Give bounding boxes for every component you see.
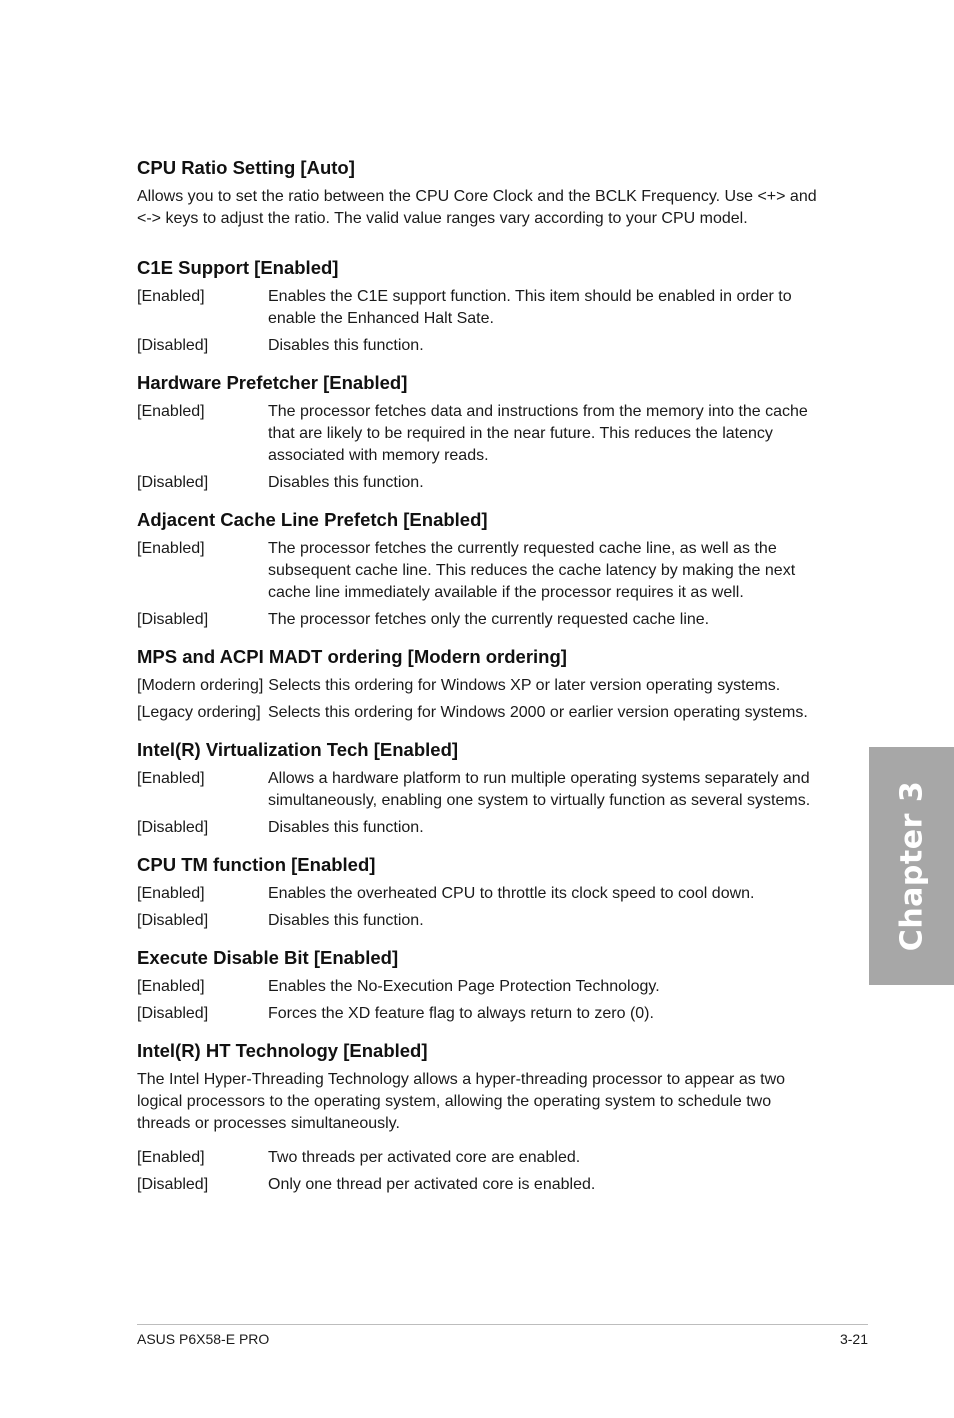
option-desc: Enables the C1E support function. This item should be enabled in order to enable the Enhanced Halt Sate. bbox=[268, 288, 792, 327]
option-desc: Disables this function. bbox=[268, 337, 424, 354]
option-row bbox=[137, 1147, 827, 1169]
option-row bbox=[137, 335, 827, 357]
footer-product-name: ASUS P6X58-E PRO bbox=[137, 1331, 270, 1347]
option-row bbox=[137, 675, 827, 697]
option-list bbox=[137, 538, 827, 631]
option-row bbox=[137, 883, 827, 905]
section-c1e-support bbox=[137, 256, 827, 357]
option-row bbox=[137, 910, 827, 932]
footer-divider bbox=[137, 1324, 868, 1325]
option-key: [Enabled] bbox=[137, 540, 205, 557]
option-list bbox=[137, 286, 827, 357]
option-key: [Disabled] bbox=[137, 1005, 209, 1022]
section-description: Allows you to set the ratio between the CPU Core Clock and the BCLK Frequency. Use <+> and <-> keys to adjust the ratio. The valid value ranges vary according to your CPU model. bbox=[137, 188, 817, 227]
section-title: Execute Disable Bit [Enabled] bbox=[137, 947, 399, 968]
option-key: [Disabled] bbox=[137, 1176, 209, 1193]
option-key: [Disabled] bbox=[137, 819, 209, 836]
option-desc: Enables the No-Execution Page Protection Technology. bbox=[268, 978, 660, 995]
option-row bbox=[137, 286, 827, 330]
option-desc: The processor fetches data and instructions from the memory into the cache that are likely to be required in the near future. This reduces the latency associated with memory reads. bbox=[268, 403, 808, 464]
option-list bbox=[137, 883, 827, 932]
section-title: Intel(R) Virtualization Tech [Enabled] bbox=[137, 739, 459, 760]
option-desc: Selects this ordering for Windows XP or later version operating systems. bbox=[268, 677, 781, 694]
option-desc: Enables the overheated CPU to throttle its clock speed to cool down. bbox=[268, 885, 755, 902]
option-key: [Enabled] bbox=[137, 770, 205, 787]
chapter-label: Chapter 3 bbox=[894, 780, 929, 952]
chapter-tab bbox=[869, 747, 954, 985]
section-description: The Intel Hyper-Threading Technology allows a hyper-threading processor to appear as two logical processors to the operating system, allowing the operating system to schedule two threads or processes simultaneously. bbox=[137, 1071, 786, 1132]
section-mps-acpi-ordering bbox=[137, 645, 827, 724]
section-title: MPS and ACPI MADT ordering [Modern ordering] bbox=[137, 646, 567, 667]
option-row bbox=[137, 472, 827, 494]
option-key: [Disabled] bbox=[137, 474, 209, 491]
option-desc: Disables this function. bbox=[268, 819, 424, 836]
option-list bbox=[137, 768, 827, 839]
section-title: C1E Support [Enabled] bbox=[137, 257, 339, 278]
option-list bbox=[137, 675, 827, 724]
option-key: [Enabled] bbox=[137, 885, 205, 902]
option-desc: Forces the XD feature flag to always return to zero (0). bbox=[268, 1005, 654, 1022]
option-desc: Disables this function. bbox=[268, 474, 424, 491]
option-row bbox=[137, 702, 827, 724]
option-desc: Disables this function. bbox=[268, 912, 424, 929]
section-title: CPU Ratio Setting [Auto] bbox=[137, 157, 355, 178]
section-adjacent-cache-line bbox=[137, 508, 827, 631]
option-desc: Allows a hardware platform to run multiple operating systems separately and simultaneously, enabling one system to virtually function as several systems. bbox=[268, 770, 811, 809]
section-hardware-prefetcher bbox=[137, 371, 827, 494]
option-key: [Enabled] bbox=[137, 1149, 205, 1166]
option-desc: Selects this ordering for Windows 2000 or earlier version operating systems. bbox=[268, 704, 808, 721]
option-key: [Enabled] bbox=[137, 288, 205, 305]
option-key: [Disabled] bbox=[137, 912, 209, 929]
option-row bbox=[137, 609, 827, 631]
option-desc: Two threads per activated core are enabled. bbox=[268, 1149, 581, 1166]
option-key: [Disabled] bbox=[137, 337, 209, 354]
option-key: [Modern ordering] bbox=[137, 677, 264, 694]
option-row bbox=[137, 817, 827, 839]
option-row bbox=[137, 1003, 827, 1025]
section-title: Adjacent Cache Line Prefetch [Enabled] bbox=[137, 509, 488, 530]
section-cpu-tm-function bbox=[137, 853, 827, 932]
section-cpu-ratio bbox=[137, 156, 827, 230]
section-execute-disable-bit bbox=[137, 946, 827, 1025]
section-title: Intel(R) HT Technology [Enabled] bbox=[137, 1040, 428, 1061]
option-desc: The processor fetches only the currently requested cache line. bbox=[268, 611, 710, 628]
option-list bbox=[137, 976, 827, 1025]
option-row bbox=[137, 538, 827, 604]
option-key: [Enabled] bbox=[137, 978, 205, 995]
option-row bbox=[137, 401, 827, 467]
manual-content bbox=[137, 156, 827, 1210]
section-virtualization-tech bbox=[137, 738, 827, 839]
option-row bbox=[137, 768, 827, 812]
section-title: CPU TM function [Enabled] bbox=[137, 854, 376, 875]
option-key: [Legacy ordering] bbox=[137, 704, 261, 721]
option-row bbox=[137, 976, 827, 998]
section-title: Hardware Prefetcher [Enabled] bbox=[137, 372, 408, 393]
option-list bbox=[137, 1147, 827, 1196]
option-desc: Only one thread per activated core is enabled. bbox=[268, 1176, 596, 1193]
option-desc: The processor fetches the currently requested cache line, as well as the subsequent cache line. This reduces the cache latency by making the next cache line immediately available if the processor requires it as well. bbox=[268, 540, 796, 601]
footer-page-number: 3-21 bbox=[839, 1331, 868, 1347]
option-key: [Disabled] bbox=[137, 611, 209, 628]
option-key: [Enabled] bbox=[137, 403, 205, 420]
option-list bbox=[137, 401, 827, 494]
section-ht-technology bbox=[137, 1039, 827, 1196]
option-row bbox=[137, 1174, 827, 1196]
